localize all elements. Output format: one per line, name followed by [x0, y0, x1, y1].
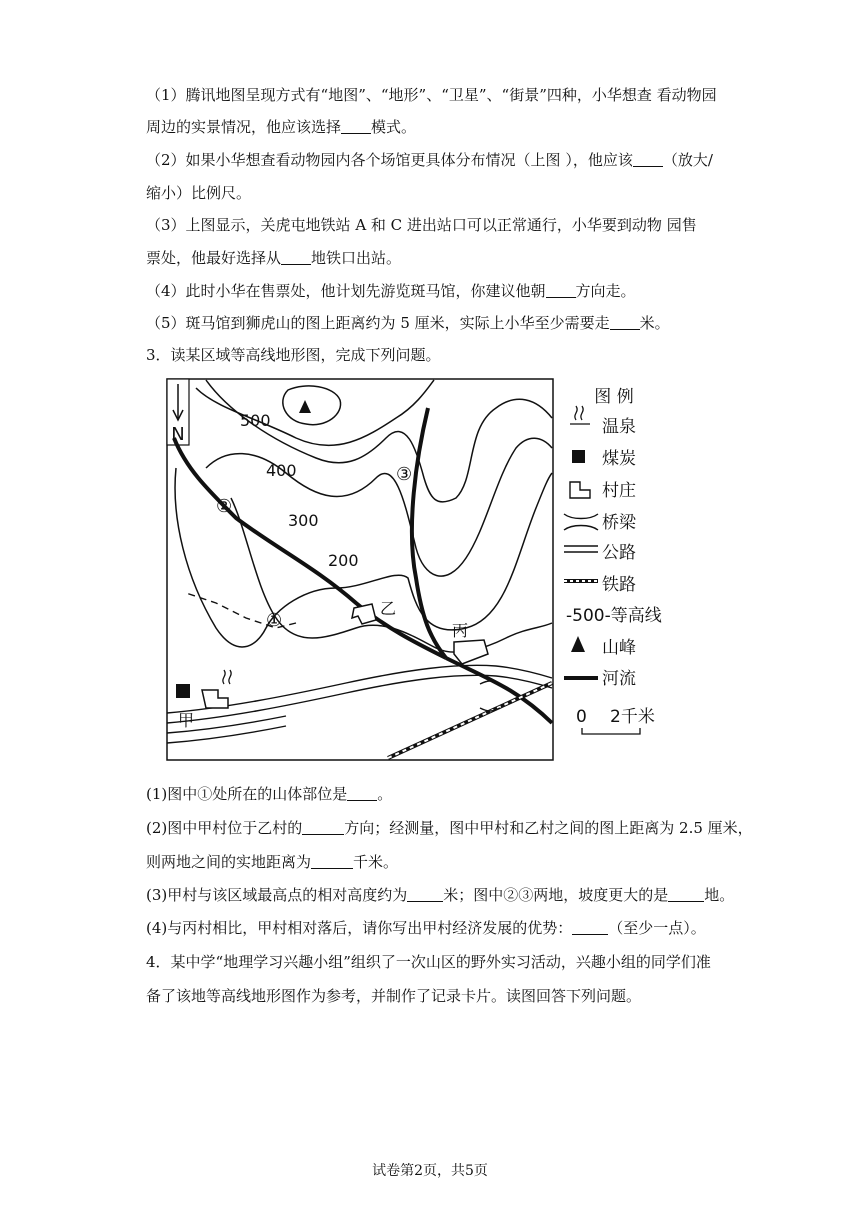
legend-railway: 铁路 [602, 575, 636, 595]
answer-blank [281, 250, 311, 265]
text: （2）如果小华想查看动物园内各个场馆更具体分布情况（上图 ），他应该 [146, 151, 633, 169]
answer-blank [347, 786, 377, 801]
text: 缩小）比例尺。 [146, 184, 252, 202]
q4-stem-line-1 [146, 952, 711, 972]
q3-item-2-line-2 [146, 852, 398, 872]
contour-label-400: 400 [266, 461, 297, 480]
contour-label-300: 300 [288, 511, 319, 530]
scale-zero: 0 [576, 707, 587, 727]
scale-bar [582, 728, 640, 734]
answer-blank [546, 283, 576, 298]
legend-hot-spring: 温泉 [602, 417, 636, 437]
q2-item-2-line-1 [146, 150, 713, 170]
legend-bridge-icon [564, 514, 598, 530]
text: (1)图中①处所在的山体部位是 [146, 785, 348, 803]
coal-icon [176, 684, 190, 698]
legend-village: 村庄 [602, 481, 636, 501]
answer-blank [610, 315, 640, 330]
marker-2: ② [216, 496, 233, 517]
north-label: N [171, 424, 185, 445]
q3-item-4 [146, 918, 706, 938]
text: （1）腾讯地图呈现方式有“地图”、“地形”、“卫星”、“街景”四种，小华想查 看动物园 [146, 86, 717, 104]
q3-item-1 [146, 784, 392, 804]
q3-stem [146, 345, 441, 365]
scale-label: 2千米 [610, 707, 655, 727]
text: (2)图中甲村位于乙村的 [146, 819, 303, 837]
village-jia-label: 甲 [178, 711, 195, 730]
legend-coal-icon [572, 450, 585, 463]
q2-item-1-line-1 [146, 85, 717, 105]
legend-village-icon [570, 482, 590, 498]
legend-coal: 煤炭 [602, 449, 636, 469]
text: 4．某中学“地理学习兴趣小组”组织了一次山区的野外实习活动，兴趣小组的同学们准 [146, 953, 711, 971]
village-yi-label: 乙 [380, 599, 397, 618]
q2-item-4 [146, 281, 636, 301]
legend-title: 图 例 [594, 387, 634, 407]
text: 票处，他最好选择从 [146, 249, 282, 267]
page-footer: 试卷第2页，共5页 [372, 1163, 488, 1179]
text: 地。 [704, 886, 735, 904]
legend-peak: 山峰 [602, 638, 636, 658]
text: (4)与丙村相比，甲村相对落后，请你写出甲村经济发展的优势： [146, 919, 573, 937]
marker-3: ③ [396, 464, 413, 485]
answer-blank [302, 820, 344, 835]
text: （放大/ [662, 151, 713, 169]
text: 方向走。 [575, 282, 636, 300]
text: （4）此时小华在售票处，他计划先游览斑马馆，你建议他朝 [146, 282, 546, 300]
text: （5）斑马馆到狮虎山的图上距离约为 5 厘米，实际上小华至少需要走 [146, 314, 610, 332]
answer-blank [633, 152, 663, 167]
q2-item-5 [146, 313, 670, 333]
contour-map-figure [166, 378, 686, 762]
text: 地铁口出站。 [311, 249, 402, 267]
legend-peak-icon [571, 636, 585, 652]
text: 米；图中②③两地，坡度更大的是 [443, 886, 669, 904]
q2-item-3-line-2 [146, 248, 401, 268]
text: 方向；经测量，图中甲村和乙村之间的图上距离为 2.5 厘米， [344, 819, 753, 837]
text: (3)甲村与该区域最高点的相对高度约为 [146, 886, 408, 904]
q2-item-1-line-2 [146, 117, 416, 137]
q2-item-2-line-2 [146, 183, 251, 203]
answer-blank [311, 854, 353, 869]
text: 3．读某区域等高线地形图，完成下列问题。 [146, 346, 441, 364]
legend-contour: -500-等高线 [566, 606, 662, 626]
q4-stem-line-2 [146, 986, 641, 1006]
marker-1: ① [266, 610, 283, 631]
text: 模式。 [371, 118, 417, 136]
legend-hot-spring-icon [570, 406, 590, 424]
legend-river: 河流 [602, 669, 636, 689]
answer-blank [341, 119, 371, 134]
text: （至少一点）。 [608, 919, 706, 937]
village-bing-label: 丙 [452, 621, 469, 640]
answer-blank [572, 920, 608, 935]
text: 备了该地等高线地形图作为参考，并制作了记录卡片。读图回答下列问题。 [146, 987, 642, 1005]
text: 。 [377, 785, 393, 803]
q3-item-3 [146, 885, 734, 905]
q2-item-3-line-1 [146, 215, 697, 235]
text: 则两地之间的实地距离为 [146, 853, 312, 871]
legend-highway: 公路 [602, 543, 636, 563]
answer-blank [668, 887, 704, 902]
legend-bridge: 桥梁 [602, 513, 636, 533]
text: 米。 [639, 314, 670, 332]
text: 周边的实景情况，他应该选择 [146, 118, 342, 136]
contour-label-500: 500 [240, 411, 271, 430]
q3-item-2-line-1 [146, 818, 753, 838]
text: 千米。 [353, 853, 399, 871]
contour-label-200: 200 [328, 551, 359, 570]
text: （3）上图显示，关虎屯地铁站 A 和 C 进出站口可以正常通行，小华要到动物 园售 [146, 216, 697, 234]
answer-blank [407, 887, 443, 902]
